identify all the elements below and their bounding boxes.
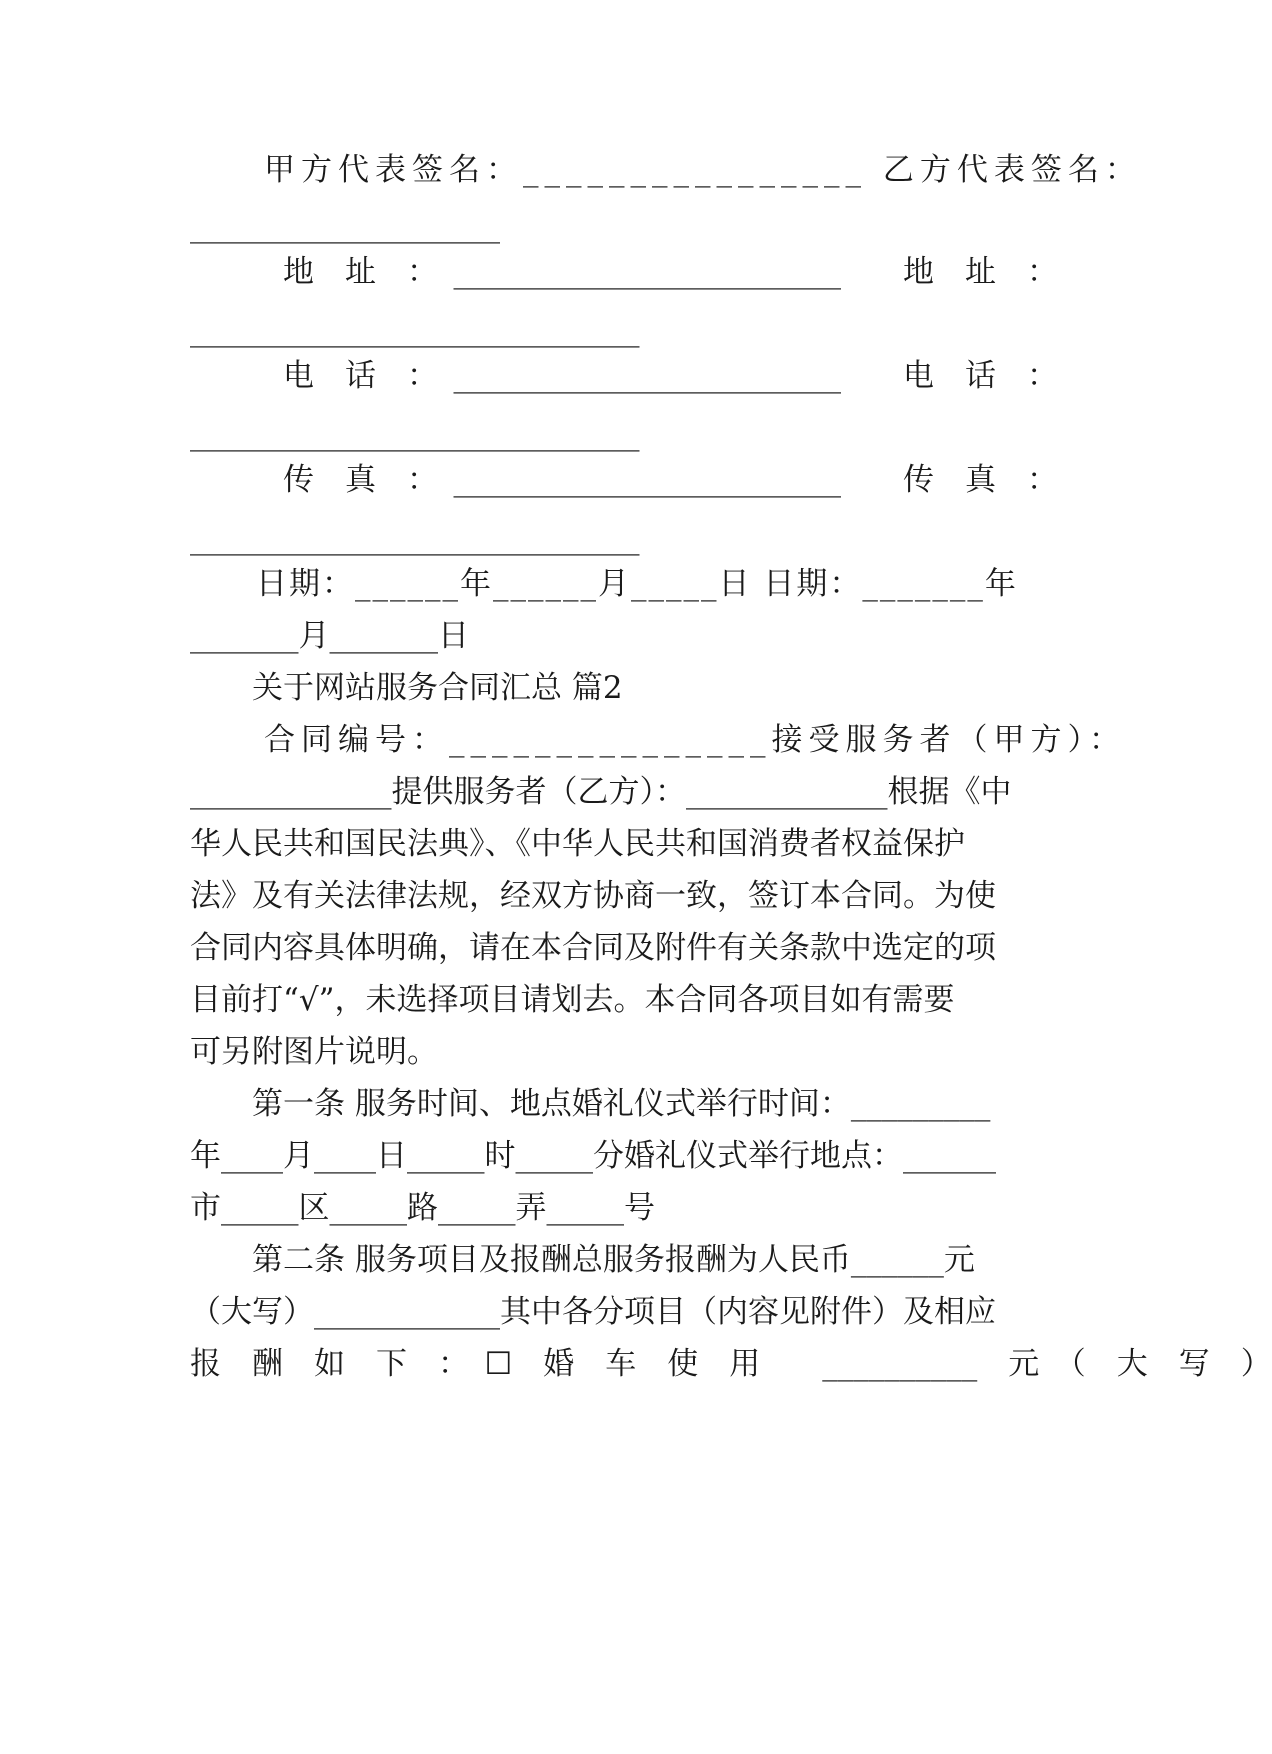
date-continuation: _______月_______日 xyxy=(190,618,469,654)
paragraph-line: 法》及有关法律法规，经双方协商一致，签订本合同。为使 xyxy=(190,878,996,914)
fax-blank: _____________________________ xyxy=(190,520,640,556)
paragraph-line: _____________提供服务者（乙方）：_____________根据《中 xyxy=(190,774,1012,810)
article-2-line: 第二条 服务项目及报酬总服务报酬为人民币______元 xyxy=(190,1242,975,1278)
address-line: 地 址 ： _________________________ 地 址 ： xyxy=(190,254,1058,290)
article-2-line: （大写）____________其中各分项目（内容见附件）及相应 xyxy=(190,1294,996,1330)
paragraph-line: 华人民共和国民法典》、《中华人民共和国消费者权益保护 xyxy=(190,826,965,862)
article-1-line: 第一条 服务时间、地点婚礼仪式举行时间：_________ xyxy=(190,1086,991,1122)
party-a-signature-line: 甲方代表签名：________________ 乙方代表签名： xyxy=(190,152,1142,188)
article-1-line: 市_____区_____路_____弄_____号 xyxy=(190,1190,655,1226)
address-blank: _____________________________ xyxy=(190,312,640,348)
date-line: 日期：______年______月_____日 日期：_______年 xyxy=(190,566,1018,602)
article-2-line: 报 酬 如 下 ： ☐ 婚 车 使 用 __________ 元 （ 大 写 ） xyxy=(190,1346,1272,1382)
article-1-line: 年____月____日_____时_____分婚礼仪式举行地点：______ xyxy=(190,1138,996,1174)
party-b-signature-blank: ____________________ xyxy=(190,208,500,244)
paragraph-line: 目前打“√”，未选择项目请划去。本合同各项目如有需要 xyxy=(190,982,955,1018)
contract-number-line: 合同编号：_______________接受服务者（甲方）： xyxy=(190,722,1126,758)
paragraph-line: 可另附图片说明。 xyxy=(190,1034,438,1070)
paragraph-line: 合同内容具体明确，请在本合同及附件有关条款中选定的项 xyxy=(190,930,996,966)
fax-line: 传 真 ： _________________________ 传 真 ： xyxy=(190,462,1058,498)
phone-line: 电 话 ： _________________________ 电 话 ： xyxy=(190,358,1058,394)
phone-blank: _____________________________ xyxy=(190,416,640,452)
section-title: 关于网站服务合同汇总 篇2 xyxy=(190,670,623,706)
